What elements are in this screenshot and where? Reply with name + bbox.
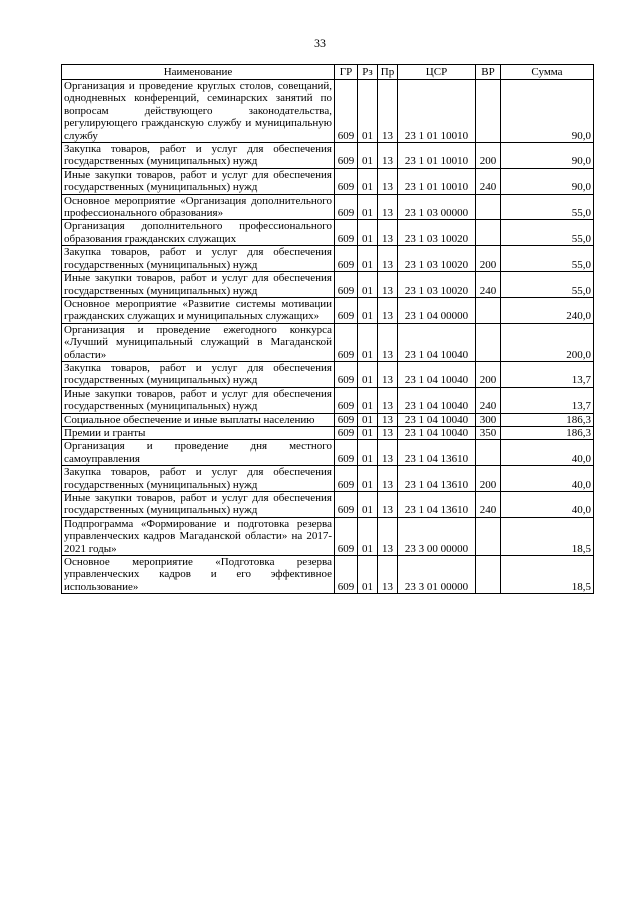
cell-pr: 13 [378, 143, 398, 169]
cell-rz: 01 [358, 361, 378, 387]
cell-pr: 13 [378, 80, 398, 143]
cell-sum: 90,0 [501, 80, 594, 143]
cell-rz: 01 [358, 517, 378, 555]
cell-pr: 13 [378, 272, 398, 298]
cell-name: Иные закупки товаров, работ и услуг для обеспечения государственных (муниципальных) нужд [62, 492, 335, 518]
cell-csr: 23 1 03 10020 [398, 246, 476, 272]
cell-sum: 13,7 [501, 361, 594, 387]
cell-sum: 55,0 [501, 246, 594, 272]
cell-gr: 609 [335, 440, 358, 466]
table-row [62, 168, 594, 194]
cell-vr: 200 [476, 143, 501, 169]
cell-csr: 23 1 04 13610 [398, 466, 476, 492]
table-row [62, 413, 594, 426]
cell-sum: 55,0 [501, 194, 594, 220]
cell-rz: 01 [358, 387, 378, 413]
cell-name: Иные закупки товаров, работ и услуг для обеспечения государственных (муниципальных) нужд [62, 272, 335, 298]
cell-sum: 40,0 [501, 440, 594, 466]
cell-name: Иные закупки товаров, работ и услуг для обеспечения государственных (муниципальных) нужд [62, 387, 335, 413]
table-row [62, 426, 594, 439]
cell-gr: 609 [335, 297, 358, 323]
cell-name: Организация и проведение круглых столов, совещаний, однодневных конференций, семинарских занятий по вопросам действующего законодательства, регулирующего гражданскую службу и муниципальную службу [62, 80, 335, 143]
cell-name: Организация и проведение ежегодного конкурса «Лучший муниципальный служащий в Магаданской области» [62, 323, 335, 361]
cell-name: Закупка товаров, работ и услуг для обеспечения государственных (муниципальных) нужд [62, 466, 335, 492]
table-row [62, 194, 594, 220]
cell-gr: 609 [335, 492, 358, 518]
cell-name: Основное мероприятие «Подготовка резерва управленческих кадров и его эффективное использование» [62, 556, 335, 594]
cell-csr: 23 1 04 10040 [398, 426, 476, 439]
cell-sum: 13,7 [501, 387, 594, 413]
page-number: 33 [314, 36, 326, 50]
cell-sum: 186,3 [501, 426, 594, 439]
cell-vr: 240 [476, 387, 501, 413]
cell-name: Подпрограмма «Формирование и подготовка резерва управленческих кадров Магаданской области» на 2017-2021 годы» [62, 517, 335, 555]
cell-vr [476, 297, 501, 323]
cell-sum: 55,0 [501, 220, 594, 246]
cell-gr: 609 [335, 387, 358, 413]
cell-pr: 13 [378, 220, 398, 246]
cell-csr: 23 3 00 00000 [398, 517, 476, 555]
cell-gr: 609 [335, 323, 358, 361]
cell-sum: 18,5 [501, 556, 594, 594]
cell-gr: 609 [335, 220, 358, 246]
cell-name: Организация и проведение дня местного самоуправления [62, 440, 335, 466]
cell-gr: 609 [335, 413, 358, 426]
cell-csr: 23 1 01 10010 [398, 143, 476, 169]
cell-gr: 609 [335, 517, 358, 555]
cell-sum: 55,0 [501, 272, 594, 298]
header-vr: ВР [476, 65, 501, 80]
header-pr: Пр [378, 65, 398, 80]
table-row [62, 80, 594, 143]
cell-gr: 609 [335, 556, 358, 594]
cell-pr: 13 [378, 466, 398, 492]
cell-rz: 01 [358, 220, 378, 246]
budget-table [61, 64, 594, 594]
cell-vr [476, 556, 501, 594]
cell-sum: 200,0 [501, 323, 594, 361]
cell-csr: 23 1 04 10040 [398, 387, 476, 413]
cell-csr: 23 1 04 10040 [398, 413, 476, 426]
cell-gr: 609 [335, 361, 358, 387]
cell-vr: 240 [476, 272, 501, 298]
table-row [62, 440, 594, 466]
cell-vr: 350 [476, 426, 501, 439]
cell-pr: 13 [378, 517, 398, 555]
cell-csr: 23 1 04 00000 [398, 297, 476, 323]
cell-sum: 40,0 [501, 492, 594, 518]
cell-gr: 609 [335, 143, 358, 169]
cell-rz: 01 [358, 556, 378, 594]
cell-csr: 23 1 03 10020 [398, 272, 476, 298]
cell-csr: 23 1 04 13610 [398, 492, 476, 518]
cell-pr: 13 [378, 297, 398, 323]
cell-csr: 23 1 03 10020 [398, 220, 476, 246]
cell-pr: 13 [378, 246, 398, 272]
table-row [62, 361, 594, 387]
cell-csr: 23 1 01 10010 [398, 80, 476, 143]
cell-gr: 609 [335, 466, 358, 492]
cell-rz: 01 [358, 246, 378, 272]
cell-pr: 13 [378, 556, 398, 594]
table-row [62, 272, 594, 298]
cell-rz: 01 [358, 168, 378, 194]
cell-gr: 609 [335, 426, 358, 439]
cell-name: Социальное обеспечение и иные выплаты населению [62, 413, 335, 426]
cell-gr: 609 [335, 168, 358, 194]
cell-csr: 23 1 04 13610 [398, 440, 476, 466]
cell-rz: 01 [358, 194, 378, 220]
cell-pr: 13 [378, 194, 398, 220]
cell-sum: 90,0 [501, 168, 594, 194]
cell-vr: 200 [476, 246, 501, 272]
table-row [62, 556, 594, 594]
cell-rz: 01 [358, 413, 378, 426]
table-row [62, 466, 594, 492]
cell-csr: 23 1 04 10040 [398, 361, 476, 387]
cell-csr: 23 1 03 00000 [398, 194, 476, 220]
cell-vr [476, 220, 501, 246]
header-rz: Рз [358, 65, 378, 80]
table-row [62, 517, 594, 555]
cell-name: Иные закупки товаров, работ и услуг для обеспечения государственных (муниципальных) нужд [62, 168, 335, 194]
cell-csr: 23 3 01 00000 [398, 556, 476, 594]
cell-rz: 01 [358, 440, 378, 466]
cell-pr: 13 [378, 440, 398, 466]
cell-gr: 609 [335, 246, 358, 272]
cell-name: Организация дополнительного профессионального образования гражданских служащих [62, 220, 335, 246]
cell-pr: 13 [378, 387, 398, 413]
cell-sum: 240,0 [501, 297, 594, 323]
cell-vr [476, 194, 501, 220]
cell-rz: 01 [358, 297, 378, 323]
cell-rz: 01 [358, 492, 378, 518]
cell-sum: 18,5 [501, 517, 594, 555]
cell-name: Закупка товаров, работ и услуг для обеспечения государственных (муниципальных) нужд [62, 143, 335, 169]
cell-rz: 01 [358, 323, 378, 361]
cell-rz: 01 [358, 426, 378, 439]
cell-vr [476, 440, 501, 466]
table-row [62, 220, 594, 246]
cell-vr: 200 [476, 466, 501, 492]
cell-pr: 13 [378, 492, 398, 518]
table-row [62, 143, 594, 169]
cell-name: Премии и гранты [62, 426, 335, 439]
header-sum: Сумма [501, 65, 594, 80]
header-csr: ЦСР [398, 65, 476, 80]
table-body [62, 80, 594, 594]
cell-pr: 13 [378, 413, 398, 426]
table-header [62, 65, 594, 80]
table-row [62, 387, 594, 413]
cell-vr: 300 [476, 413, 501, 426]
cell-name: Основное мероприятие «Развитие системы мотивации гражданских служащих и муниципальных служащих» [62, 297, 335, 323]
table-row [62, 246, 594, 272]
cell-csr: 23 1 01 10010 [398, 168, 476, 194]
cell-rz: 01 [358, 143, 378, 169]
cell-csr: 23 1 04 10040 [398, 323, 476, 361]
cell-pr: 13 [378, 361, 398, 387]
cell-name: Закупка товаров, работ и услуг для обеспечения государственных (муниципальных) нужд [62, 361, 335, 387]
cell-vr: 240 [476, 168, 501, 194]
cell-sum: 186,3 [501, 413, 594, 426]
cell-pr: 13 [378, 426, 398, 439]
cell-sum: 90,0 [501, 143, 594, 169]
cell-vr [476, 80, 501, 143]
cell-gr: 609 [335, 272, 358, 298]
cell-rz: 01 [358, 80, 378, 143]
cell-vr: 240 [476, 492, 501, 518]
table-row [62, 297, 594, 323]
cell-name: Закупка товаров, работ и услуг для обеспечения государственных (муниципальных) нужд [62, 246, 335, 272]
cell-pr: 13 [378, 323, 398, 361]
cell-vr: 200 [476, 361, 501, 387]
table-row [62, 323, 594, 361]
header-gr: ГР [335, 65, 358, 80]
cell-name: Основное мероприятие «Организация дополнительного профессионального образования» [62, 194, 335, 220]
cell-vr [476, 323, 501, 361]
cell-gr: 609 [335, 80, 358, 143]
header-row [62, 65, 594, 80]
cell-rz: 01 [358, 466, 378, 492]
cell-vr [476, 517, 501, 555]
cell-sum: 40,0 [501, 466, 594, 492]
table-row [62, 492, 594, 518]
cell-pr: 13 [378, 168, 398, 194]
cell-rz: 01 [358, 272, 378, 298]
cell-gr: 609 [335, 194, 358, 220]
header-name: Наименование [62, 65, 335, 80]
